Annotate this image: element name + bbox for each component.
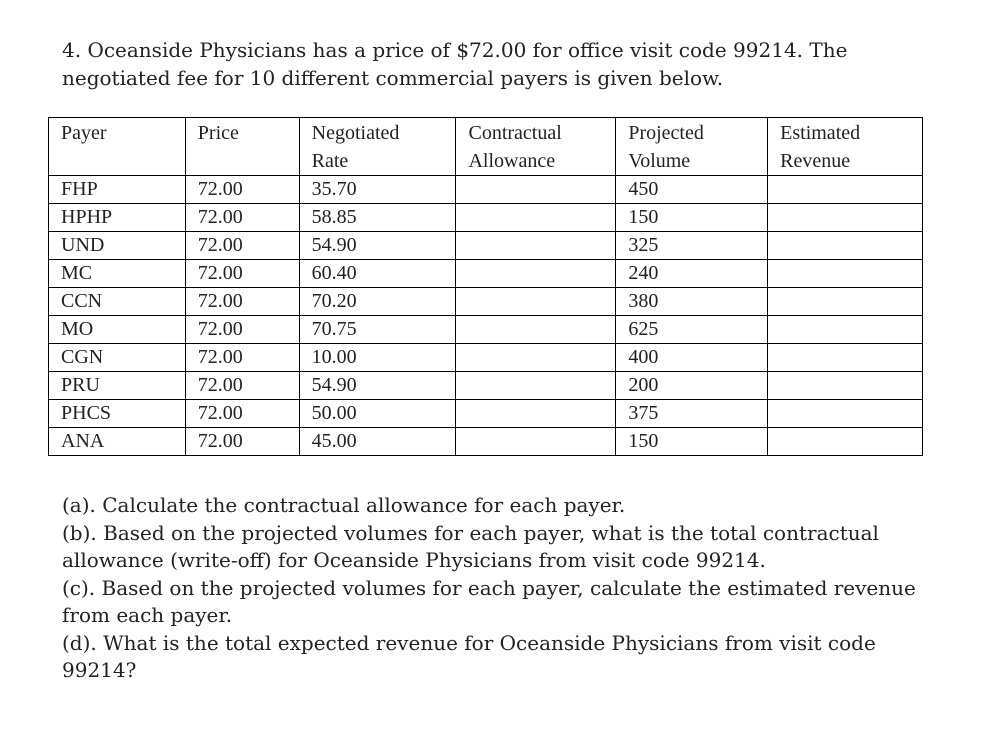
question-c-line-2: from each payer. — [62, 603, 233, 627]
cell-negotiated-rate: 50.00 — [299, 400, 456, 428]
cell-estimated-revenue — [768, 400, 923, 428]
cell-payer: FHP — [49, 176, 186, 204]
table-header-row — [49, 118, 923, 176]
cell-negotiated-rate: 45.00 — [299, 428, 456, 456]
table-row — [49, 372, 923, 400]
cell-contractual-allowance — [456, 232, 616, 260]
cell-estimated-revenue — [768, 176, 923, 204]
cell-price: 72.00 — [185, 400, 299, 428]
cell-projected-volume: 150 — [616, 428, 768, 456]
cell-negotiated-rate: 35.70 — [299, 176, 456, 204]
question-d-line-1: (d). What is the total expected revenue for Oceanside Physicians from visit code — [62, 630, 876, 655]
cell-payer: ANA — [49, 428, 186, 456]
cell-payer: MO — [49, 316, 186, 344]
table-row — [49, 400, 923, 428]
cell-price: 72.00 — [185, 316, 299, 344]
cell-projected-volume: 150 — [616, 204, 768, 232]
cell-price: 72.00 — [185, 232, 299, 260]
cell-price: 72.00 — [185, 204, 299, 232]
cell-projected-volume: 450 — [616, 176, 768, 204]
cell-projected-volume: 200 — [616, 372, 768, 400]
header-price: Price — [185, 118, 299, 176]
table-row — [49, 204, 923, 232]
header-payer: Payer — [49, 118, 186, 176]
table-row — [49, 232, 923, 260]
cell-contractual-allowance — [456, 372, 616, 400]
cell-projected-volume: 325 — [616, 232, 768, 260]
table-row — [49, 260, 923, 288]
cell-contractual-allowance — [456, 428, 616, 456]
intro-line-1: 4. Oceanside Physicians has a price of $72.00 for office visit code 99214. The — [62, 38, 848, 62]
header-contractual-allowance: Contractual Allowance — [456, 118, 616, 176]
cell-estimated-revenue — [768, 204, 923, 232]
cell-estimated-revenue — [768, 288, 923, 316]
cell-negotiated-rate: 70.20 — [299, 288, 456, 316]
cell-price: 72.00 — [185, 428, 299, 456]
cell-contractual-allowance — [456, 176, 616, 204]
cell-contractual-allowance — [456, 344, 616, 372]
cell-negotiated-rate: 54.90 — [299, 232, 456, 260]
cell-price: 72.00 — [185, 260, 299, 288]
table-row — [49, 176, 923, 204]
header-projected-volume: Projected Volume — [616, 118, 768, 176]
cell-negotiated-rate: 58.85 — [299, 204, 456, 232]
cell-payer: PRU — [49, 372, 186, 400]
question-b-line-2: allowance (write-off) for Oceanside Physicians from visit code 99214. — [62, 548, 766, 572]
table-row — [49, 288, 923, 316]
cell-price: 72.00 — [185, 288, 299, 316]
question-b-line-1: (b). Based on the projected volumes for each payer, what is the total contractual — [62, 520, 879, 545]
cell-estimated-revenue — [768, 232, 923, 260]
cell-payer: CCN — [49, 288, 186, 316]
table-body — [49, 176, 923, 456]
cell-negotiated-rate: 10.00 — [299, 344, 456, 372]
table-row — [49, 316, 923, 344]
question-d-line-2: 99214? — [62, 658, 137, 682]
header-negotiated-rate: Negotiated Rate — [299, 118, 456, 176]
cell-estimated-revenue — [768, 316, 923, 344]
question-a: (a). Calculate the contractual allowance for each payer. — [62, 493, 626, 517]
problem-intro — [62, 36, 942, 92]
questions-block — [62, 492, 942, 685]
cell-negotiated-rate: 54.90 — [299, 372, 456, 400]
cell-payer: MC — [49, 260, 186, 288]
cell-projected-volume: 400 — [616, 344, 768, 372]
intro-line-2: negotiated fee for 10 different commercial payers is given below. — [62, 66, 724, 90]
cell-estimated-revenue — [768, 260, 923, 288]
cell-payer: CGN — [49, 344, 186, 372]
cell-contractual-allowance — [456, 316, 616, 344]
question-c-line-1: (c). Based on the projected volumes for each payer, calculate the estimated revenue — [62, 575, 916, 600]
cell-contractual-allowance — [456, 288, 616, 316]
cell-price: 72.00 — [185, 344, 299, 372]
cell-estimated-revenue — [768, 428, 923, 456]
cell-contractual-allowance — [456, 400, 616, 428]
cell-projected-volume: 380 — [616, 288, 768, 316]
cell-contractual-allowance — [456, 260, 616, 288]
cell-price: 72.00 — [185, 372, 299, 400]
cell-projected-volume: 625 — [616, 316, 768, 344]
payer-fee-table — [48, 117, 923, 456]
cell-negotiated-rate: 70.75 — [299, 316, 456, 344]
cell-negotiated-rate: 60.40 — [299, 260, 456, 288]
header-estimated-revenue: Estimated Revenue — [768, 118, 923, 176]
cell-payer: UND — [49, 232, 186, 260]
cell-price: 72.00 — [185, 176, 299, 204]
cell-estimated-revenue — [768, 372, 923, 400]
cell-estimated-revenue — [768, 344, 923, 372]
cell-payer: HPHP — [49, 204, 186, 232]
table-row — [49, 428, 923, 456]
cell-contractual-allowance — [456, 204, 616, 232]
cell-projected-volume: 375 — [616, 400, 768, 428]
cell-projected-volume: 240 — [616, 260, 768, 288]
cell-payer: PHCS — [49, 400, 186, 428]
table-row — [49, 344, 923, 372]
